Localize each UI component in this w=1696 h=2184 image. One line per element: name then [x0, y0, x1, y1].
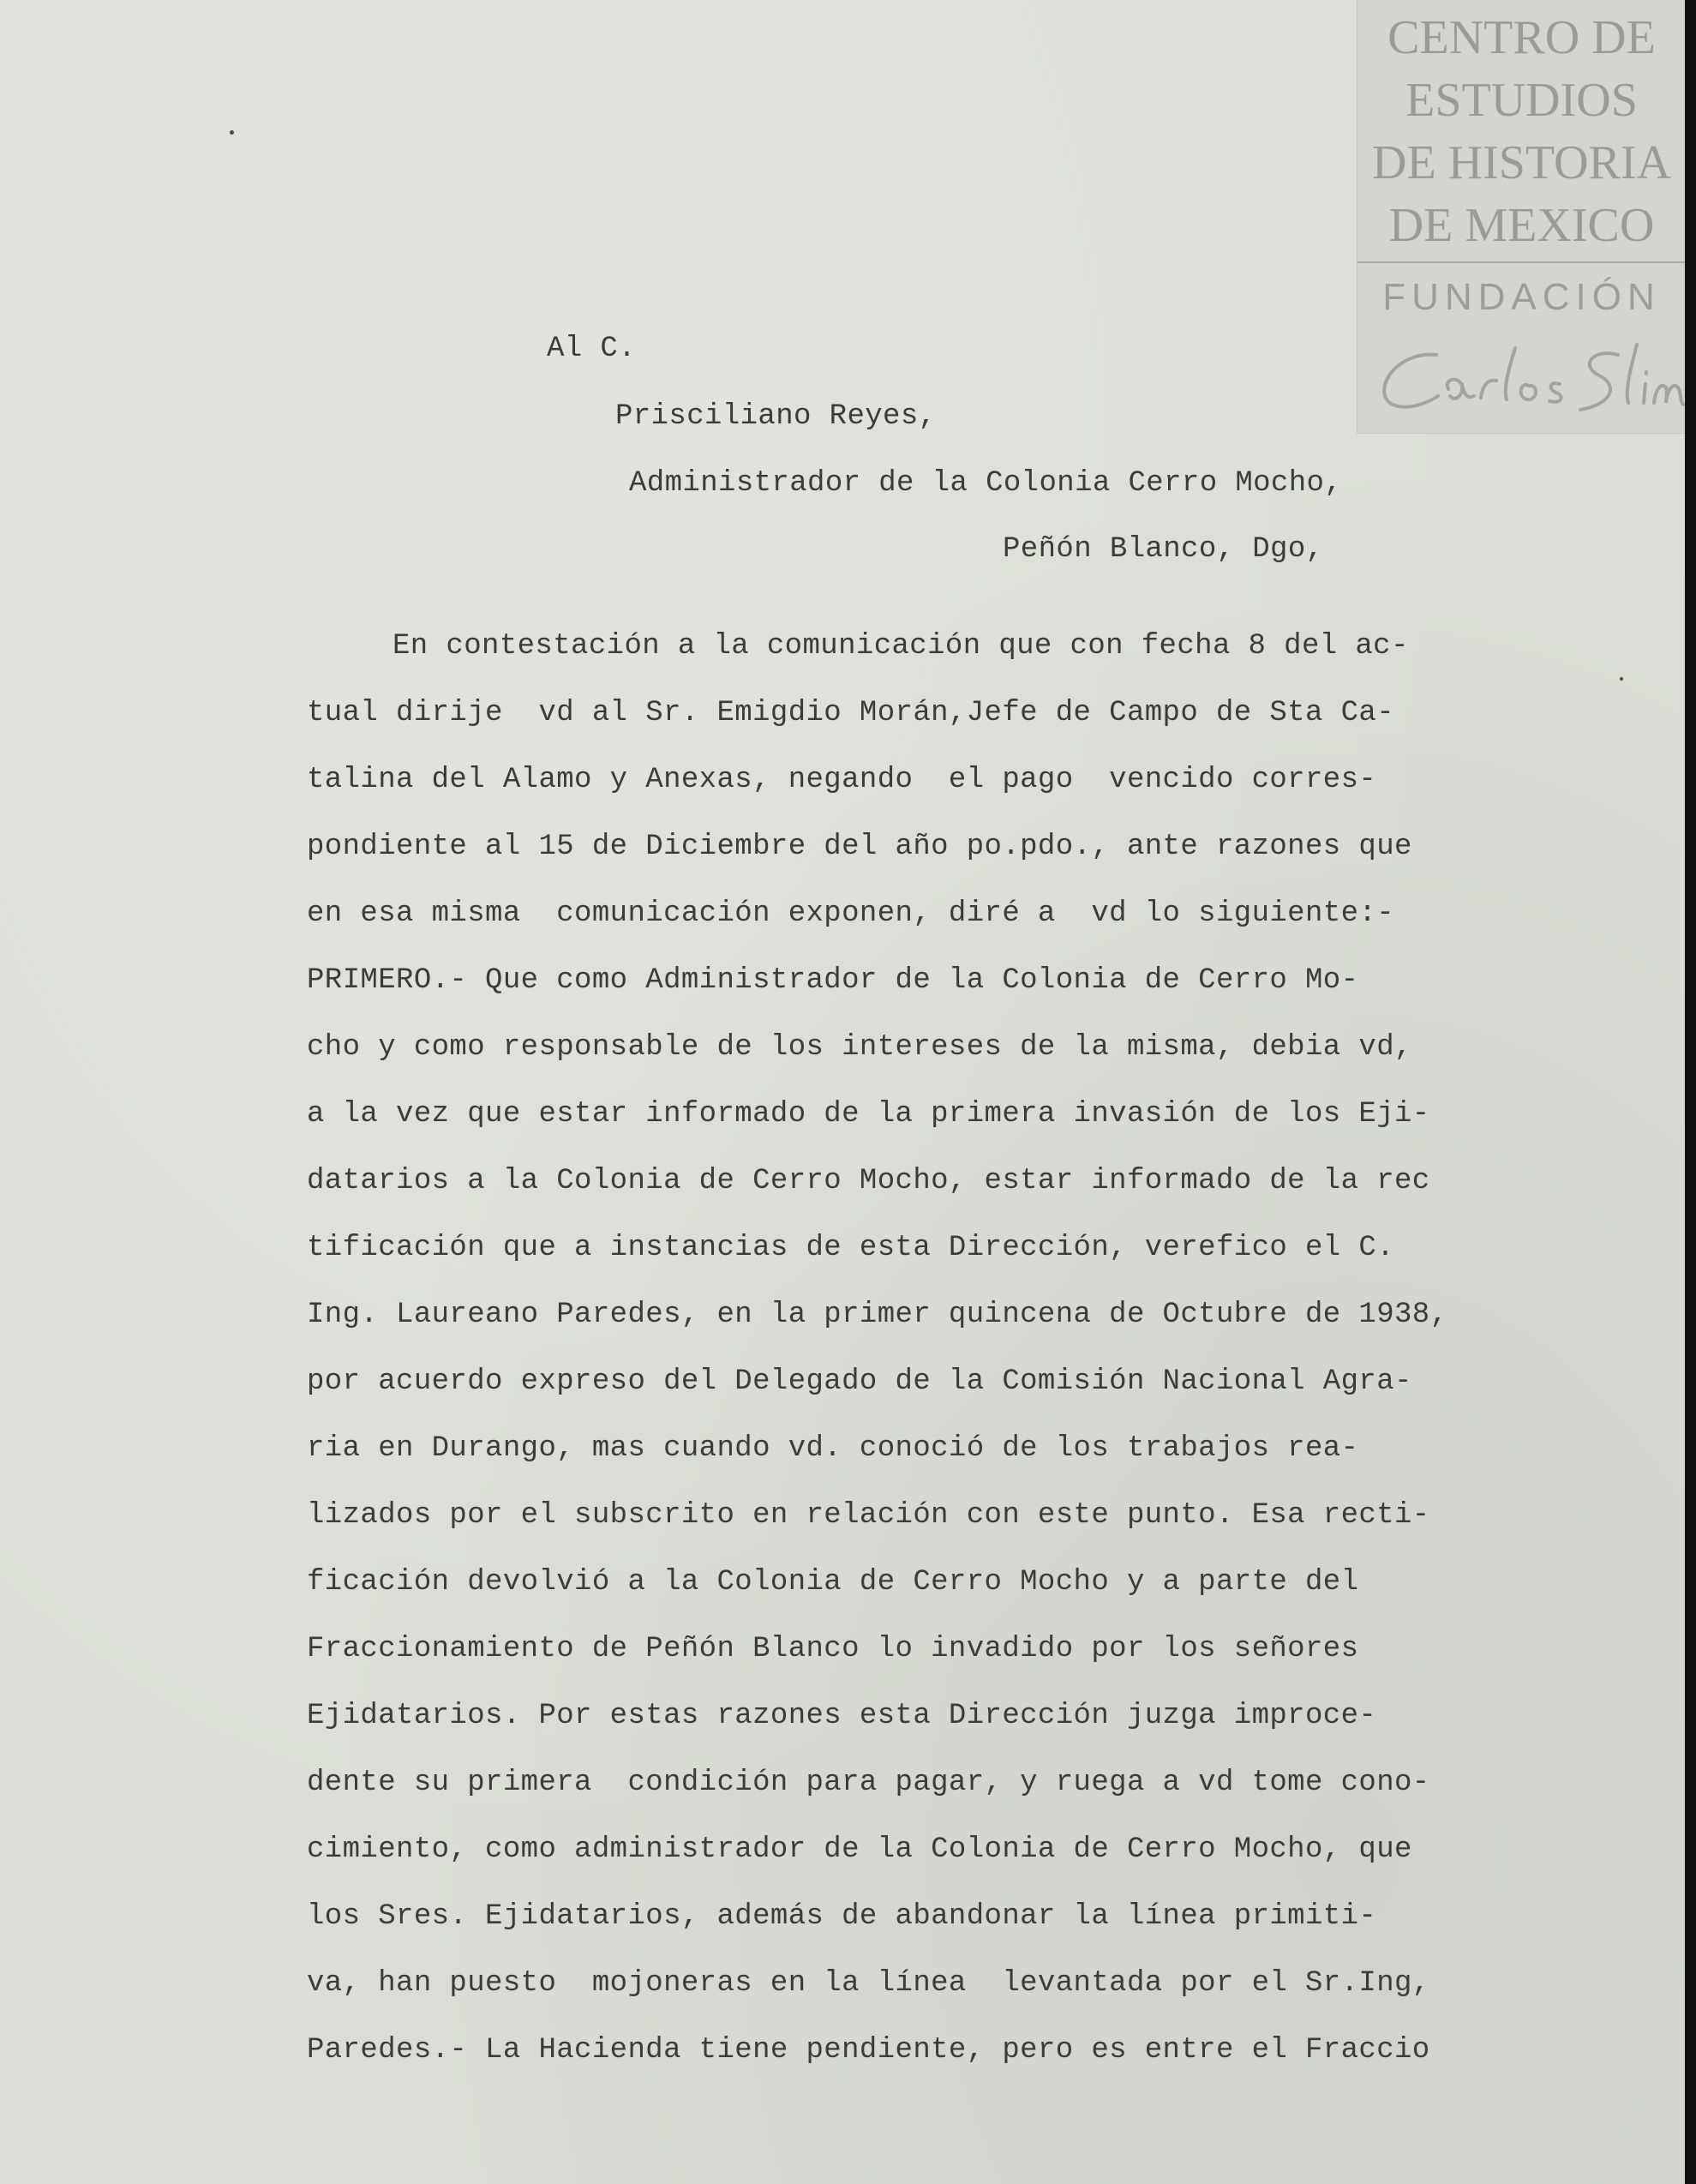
- body-line: dente su primera condición para pagar, y ruega a vd tome cono-: [307, 1767, 1430, 1799]
- body-line: pondiente al 15 de Diciembre del año po.pdo., ante razones que: [307, 831, 1412, 863]
- body-line: cimiento, como administrador de la Colonia de Cerro Mocho, que: [307, 1833, 1412, 1866]
- body-line: Paredes.- La Hacienda tiene pendiente, pero es entre el Fraccio: [307, 2034, 1430, 2067]
- speck-mark: [230, 130, 234, 135]
- speck-mark: [1620, 677, 1623, 681]
- body-line: ria en Durango, mas cuando vd. conoció de los trabajos rea-: [307, 1432, 1359, 1465]
- stamp-title: [1357, 7, 1686, 257]
- stamp-line-1: CENTRO DE: [1387, 11, 1656, 64]
- body-line: Fraccionamiento de Peñón Blanco lo invadido por los señores: [307, 1633, 1359, 1665]
- body-line: En contestación a la comunicación que con fecha 8 del ac-: [393, 630, 1409, 663]
- body-line: va, han puesto mojoneras en la línea levantada por el Sr.Ing,: [307, 1967, 1430, 2000]
- body-line: datarios a la Colonia de Cerro Mocho, estar informado de la rec: [307, 1165, 1430, 1197]
- body-line: tificación que a instancias de esta Dirección, verefico el C.: [307, 1232, 1395, 1264]
- signature-logo-icon: [1369, 336, 1687, 422]
- address-line: Prisciliano Reyes,: [615, 400, 937, 433]
- scan-edge: [1685, 0, 1696, 2184]
- address-line: Peñón Blanco, Dgo,: [1003, 533, 1324, 566]
- body-line: los Sres. Ejidatarios, además de abandonar la línea primiti-: [307, 1900, 1377, 1933]
- stamp-line-2: ESTUDIOS: [1405, 74, 1638, 127]
- body-line: por acuerdo expreso del Delegado de la Comisión Nacional Agra-: [307, 1365, 1412, 1398]
- body-line: Ejidatarios. Por estas razones esta Dirección juzga improce-: [307, 1700, 1377, 1732]
- archive-stamp: [1357, 0, 1686, 434]
- body-line: en esa misma comunicación exponen, diré a vd lo siguiente:-: [307, 897, 1395, 930]
- stamp-line-4: DE MEXICO: [1388, 199, 1655, 252]
- address-line: Administrador de la Colonia Cerro Mocho,: [629, 467, 1343, 500]
- body-line: tual dirije vd al Sr. Emigdio Morán,Jefe de Campo de Sta Ca-: [307, 697, 1395, 729]
- body-line: Ing. Laureano Paredes, en la primer quincena de Octubre de 1938,: [307, 1299, 1448, 1331]
- stamp-divider: [1357, 261, 1686, 263]
- body-line: lizados por el subscrito en relación con este punto. Esa recti-: [307, 1499, 1430, 1532]
- stamp-line-3: DE HISTORIA: [1372, 136, 1671, 189]
- body-line: cho y como responsable de los intereses de la misma, debia vd,: [307, 1031, 1412, 1064]
- body-line: talina del Alamo y Anexas, negando el pago vencido corres-: [307, 764, 1377, 796]
- body-line: PRIMERO.- Que como Administrador de la Colonia de Cerro Mo-: [307, 964, 1359, 997]
- stamp-fundacion: FUNDACIÓN: [1382, 276, 1661, 318]
- body-line: a la vez que estar informado de la primera invasión de los Eji-: [307, 1098, 1430, 1131]
- body-line: ficación devolvió a la Colonia de Cerro Mocho y a parte del: [307, 1566, 1359, 1599]
- salutation: Al C.: [547, 333, 637, 365]
